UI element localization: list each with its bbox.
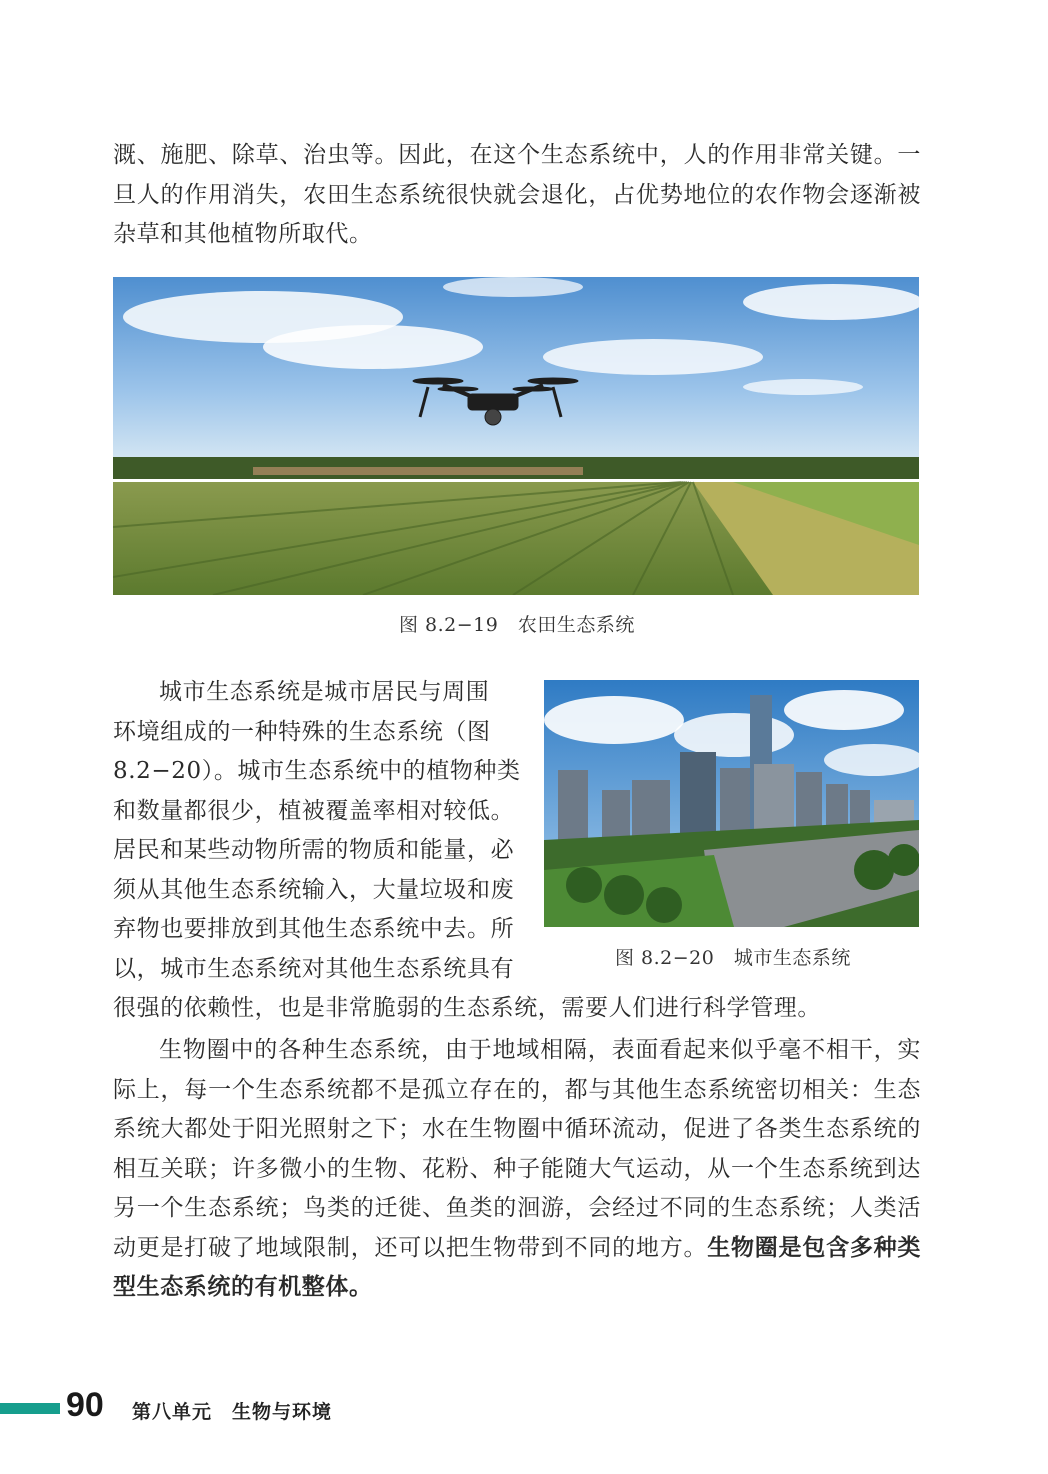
urban-line: 8.2−20）。城市生态系统中的植物种类 (113, 758, 521, 784)
farm-drone-photo (113, 277, 919, 595)
footer-accent-bar (0, 1403, 60, 1414)
biosphere-text: 生物圈中的各种生态系统，由于地域相隔，表面看起来似乎毫不相干，实际上，每一个生态系统都不是孤立存在的，都与其他生态系统密切相关：生态系统大都处于阳光照射之下；水在生物圈中循环流动，促进了各类生态系统的相互关联；许多微小的生物、花粉、种子能随大气运动，从一个生态系统到达另一个生态系统；鸟类的迁徙、鱼类的洄游，会经过不同的生态系统；人类活动更是打破了地域限制，还可以把生物带到不同的地方。 (113, 1037, 921, 1261)
city-skyline-photo (544, 680, 919, 927)
biosphere-key-sentence: 生物圈是包含多种类型生态系统的有机整体。 (113, 1234, 922, 1300)
intro-paragraph: 溉、施肥、除草、治虫等。因此，在这个生态系统中，人的作用非常关键。一旦人的作用消失，农田生态系统很快就会退化，占优势地位的农作物会逐渐被杂草和其他植物所取代。 (113, 142, 921, 247)
urban-continuation: 很强的依赖性，也是非常脆弱的生态系统，需要人们进行科学管理。 (113, 995, 821, 1021)
farm-figure-caption: 图 8.2−19 农田生态系统 (399, 614, 635, 636)
page-number: 90 (66, 1386, 104, 1424)
urban-line: 须从其他生态系统输入，大量垃圾和废 (113, 876, 515, 903)
urban-line: 环境组成的一种特殊的生态系统（图 (113, 718, 491, 745)
urban-line: 和数量都很少，植被覆盖率相对较低。 (113, 797, 515, 824)
urban-line: 城市生态系统是城市居民与周围 (159, 679, 490, 705)
biosphere-paragraph (113, 1031, 921, 1308)
urban-line: 弃物也要排放到其他生态系统中去。所 (113, 916, 515, 942)
city-figure-caption: 图 8.2−20 城市生态系统 (615, 947, 851, 969)
urban-line: 居民和某些动物所需的物质和能量，必 (113, 837, 515, 863)
urban-ecosystem-paragraph (113, 673, 523, 989)
urban-line: 以，城市生态系统对其他生态系统具有 (113, 955, 515, 982)
unit-title: 第八单元 生物与环境 (132, 1401, 333, 1423)
